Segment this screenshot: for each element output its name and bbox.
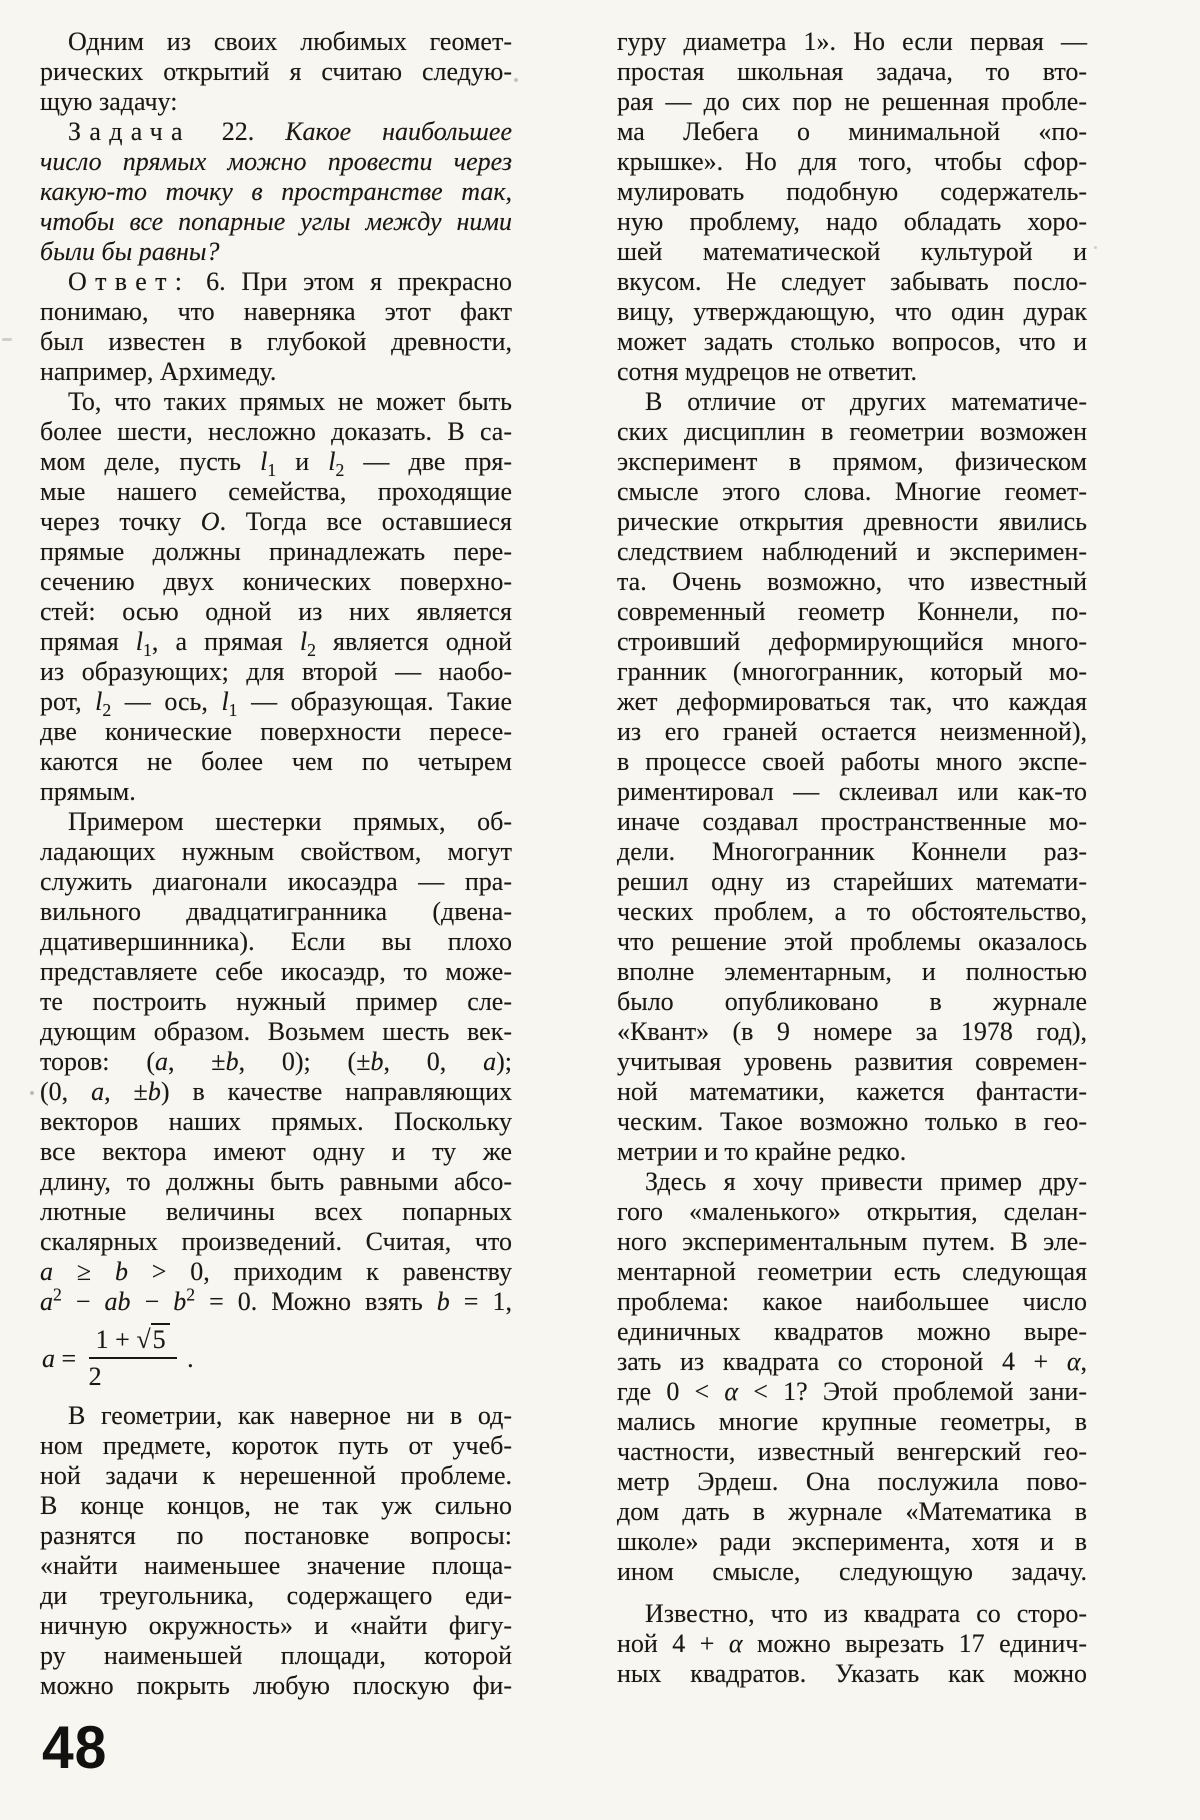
text-line: Задача 22. Какое наибольшее [68, 117, 512, 146]
text-line: смысле этого слова. Многие геомет- [617, 477, 1087, 506]
text-line: В конце концов, не так уж сильно [40, 1491, 512, 1520]
text-line: $a^2$ − ab − $b^2 = 0$. Можно взять b = 1, [40, 1284, 512, 1316]
text-line: Здесь я хочу привести пример дру- [645, 1167, 1087, 1196]
text-line: мом деле, пусть $l_1$ и $l_2$ — две пря- [40, 447, 512, 481]
text-line: То, что таких прямых не может быть [68, 387, 512, 416]
text-line: сотня мудрецов не ответит. [617, 357, 918, 386]
text-line: было опубликовано в журнале [617, 987, 1087, 1016]
text-line: метрии и то крайне редко. [617, 1137, 907, 1166]
text-line: стей: осью одной из них является [40, 597, 512, 626]
text-line: ничную окружность» и «найти фигу- [40, 1611, 512, 1640]
text-line: вполне элементарным, и полностью [617, 957, 1087, 986]
scan-speck [2, 338, 12, 341]
text-line: «Квант» (в 9 номере за 1978 год), [617, 1017, 1087, 1046]
text-line: ного экспериментальным путем. В эле- [617, 1227, 1087, 1256]
text-line: Известно, что из квадрата со сторо- [645, 1599, 1087, 1628]
text-line: сечению двух конических поверхно- [40, 567, 512, 596]
text-line: ских дисциплин в геометрии возможен [617, 417, 1087, 446]
text-line: ческим. Такое возможно только в гео- [617, 1107, 1087, 1136]
text-line: шей математической культурой и [617, 237, 1087, 266]
text-line: дцативершинника). Если вы плохо [40, 927, 512, 956]
text-line: ментарной геометрии есть следующая [617, 1257, 1087, 1286]
text-line: в процессе своей работы много экспе- [617, 747, 1087, 776]
text-line: «найти наименьшее значение площа- [40, 1551, 512, 1580]
text-line: эксперимент в прямом, физическом [617, 447, 1087, 476]
text-line: ди треугольника, содержащего еди- [40, 1581, 512, 1610]
text-line: мые нашего семейства, проходящие [40, 477, 512, 506]
text-line: прямая $l_1$, а прямая $l_2$ является одной [40, 627, 513, 661]
text-line: ной 4 + α можно вырезать 17 единич- [617, 1629, 1087, 1658]
text-line: понимаю, что наверняка этот факт [40, 297, 512, 326]
text-line: все вектора имеют одну и ту же [40, 1137, 512, 1166]
text-line: был известен в глубокой древности, [40, 327, 512, 356]
text-line: каются не более чем по четырем [40, 747, 512, 776]
text-line: школе» ради эксперимента, хотя и в [617, 1527, 1087, 1556]
text-line: более шести, несложно доказать. В са- [40, 417, 512, 446]
text-line: единичных квадратов можно выре- [617, 1317, 1087, 1346]
text-line: вильного двадцатигранника (двена- [40, 897, 512, 926]
text-line: щую задачу: [40, 87, 178, 116]
text-line: крышке». Но для того, чтобы сфор- [617, 147, 1087, 176]
scan-speck [30, 1091, 34, 1095]
text-line: ной задачи к нерешенной проблеме. [40, 1461, 512, 1490]
text-line: прямые должны принадлежать пере- [40, 537, 512, 566]
text-line: мались многие крупные геометры, в [617, 1407, 1087, 1436]
text-line: ладающих нужным свойством, могут [40, 837, 512, 866]
column-left [40, 27, 512, 1701]
text-line: те построить нужный пример сле- [40, 987, 512, 1016]
text-line: a ≥ b > 0, приходим к равенству [40, 1257, 512, 1286]
scan-speck [514, 78, 518, 82]
text-line: жет деформироваться так, что каждая [617, 687, 1087, 716]
text-line: гого «маленького» открытия, сделан- [617, 1197, 1087, 1226]
text-line: служить диагонали икосаэдра — пра- [40, 867, 512, 896]
text-line: торов: (a, ±b, 0); (±b, 0, a); [40, 1047, 512, 1076]
text-line: следствием наблюдений и эксперимен- [617, 537, 1087, 566]
text-line: простая школьная задача, то вто- [617, 57, 1087, 86]
text-line: может задать столько вопросов, что и [617, 327, 1087, 356]
text-line: например, Архимеду. [40, 357, 277, 386]
text-line: рая — до сих пор не решенная пробле- [617, 87, 1087, 116]
text-line: скалярных произведений. Считая, что [40, 1227, 512, 1256]
text-line: Примером шестерки прямых, об- [68, 807, 512, 836]
text-line: гранник (многогранник, который мо- [617, 657, 1087, 686]
text-line: разнятся по постановке вопросы: [40, 1521, 512, 1550]
text-line: где 0 < α < 1? Этой проблемой зани- [617, 1377, 1087, 1406]
text-line: современный геометр Коннели, по- [617, 597, 1087, 626]
text-line: из его граней остается неизменной), [617, 717, 1087, 746]
text-line: частности, известный венгерский гео- [617, 1437, 1087, 1466]
text-line: из образующих; для второй — наобо- [40, 657, 512, 686]
text-line: какую-то точку в пространстве так, [40, 177, 512, 206]
text-line: чтобы все попарные углы между ними [40, 207, 512, 236]
text-line: ную проблему, надо обладать хоро- [617, 207, 1087, 236]
text-line: число прямых можно провести через [40, 147, 512, 176]
text-line: гуру диаметра 1». Но если первая — [617, 27, 1087, 56]
text-line: Одним из своих любимых геомет- [68, 27, 512, 56]
text-line: В геометрии, как наверное ни в од- [68, 1401, 512, 1430]
text-line: лютные величины всех попарных [40, 1197, 512, 1226]
column-right [617, 27, 1087, 1689]
text-line: та. Очень возможно, что известный [617, 567, 1087, 596]
text-line: зать из квадрата со стороной 4 + α, [617, 1347, 1087, 1376]
page-number: 48 [42, 1714, 108, 1781]
display-formula: a = $\frac{1 + √5}{2}$ . [42, 1324, 194, 1392]
text-line: (0, a, ±b) в качестве направляющих [40, 1077, 512, 1106]
text-line: ной математики, кажется фантасти- [617, 1077, 1087, 1106]
text-line: ином смысле, следующую задачу. [617, 1557, 1087, 1586]
text-line: рические открытия древности явились [617, 507, 1087, 536]
text-line: две конические поверхности пересе- [40, 717, 512, 746]
text-line: дом дать в журнале «Математика в [617, 1497, 1087, 1526]
text-line: иначе создавал пространственные мо- [617, 807, 1087, 836]
text-line: Ответ: 6. При этом я прекрасно [68, 267, 512, 296]
text-line: ных квадратов. Указать как можно [617, 1659, 1087, 1688]
text-line: рических открытий я считаю следую- [40, 57, 512, 86]
text-line: ческих проблем, а то обстоятельство, [617, 897, 1087, 926]
text-line: через точку O. Тогда все оставшиеся [40, 507, 513, 536]
text-line: рот, $l_2$ — ось, $l_1$ — образующая. Такие [40, 687, 512, 721]
text-line: векторов наших прямых. Поскольку [40, 1107, 512, 1136]
text-line: учитывая уровень развития современ- [617, 1047, 1087, 1076]
text-line: проблема: какое наибольшее число [617, 1287, 1087, 1316]
text-line: дели. Многогранник Коннели раз- [617, 837, 1087, 866]
text-line: ном предмете, короток путь от учеб- [40, 1431, 512, 1460]
text-line: риментировал — склеивал или как-то [617, 777, 1087, 806]
text-line: ру наименьшей площади, которой [40, 1641, 512, 1670]
text-line: вицу, утверждающую, что один дурак [617, 297, 1087, 326]
text-line: можно покрыть любую плоскую фи- [40, 1671, 512, 1700]
text-line: вкусом. Не следует забывать посло- [617, 267, 1087, 296]
text-line: мулировать подобную содержатель- [617, 177, 1087, 206]
text-line: длину, то должны быть равными абсо- [40, 1167, 512, 1196]
text-line: метр Эрдеш. Она послужила пово- [617, 1467, 1087, 1496]
text-line: дующим образом. Возьмем шесть век- [40, 1017, 512, 1046]
text-line: что решение этой проблемы оказалось [617, 927, 1087, 956]
text-line: прямым. [40, 777, 136, 806]
text-line: строивший деформирующийся много- [617, 627, 1087, 656]
text-line: представляете себе икосаэдр, то може- [40, 957, 512, 986]
scan-speck [1094, 246, 1097, 249]
text-line: были бы равны? [40, 237, 220, 266]
text-line: ма Лебега о минимальной «по- [617, 117, 1087, 146]
text-line: В отличие от других математиче- [645, 387, 1087, 416]
text-line: решил одну из старейших математи- [617, 867, 1087, 896]
